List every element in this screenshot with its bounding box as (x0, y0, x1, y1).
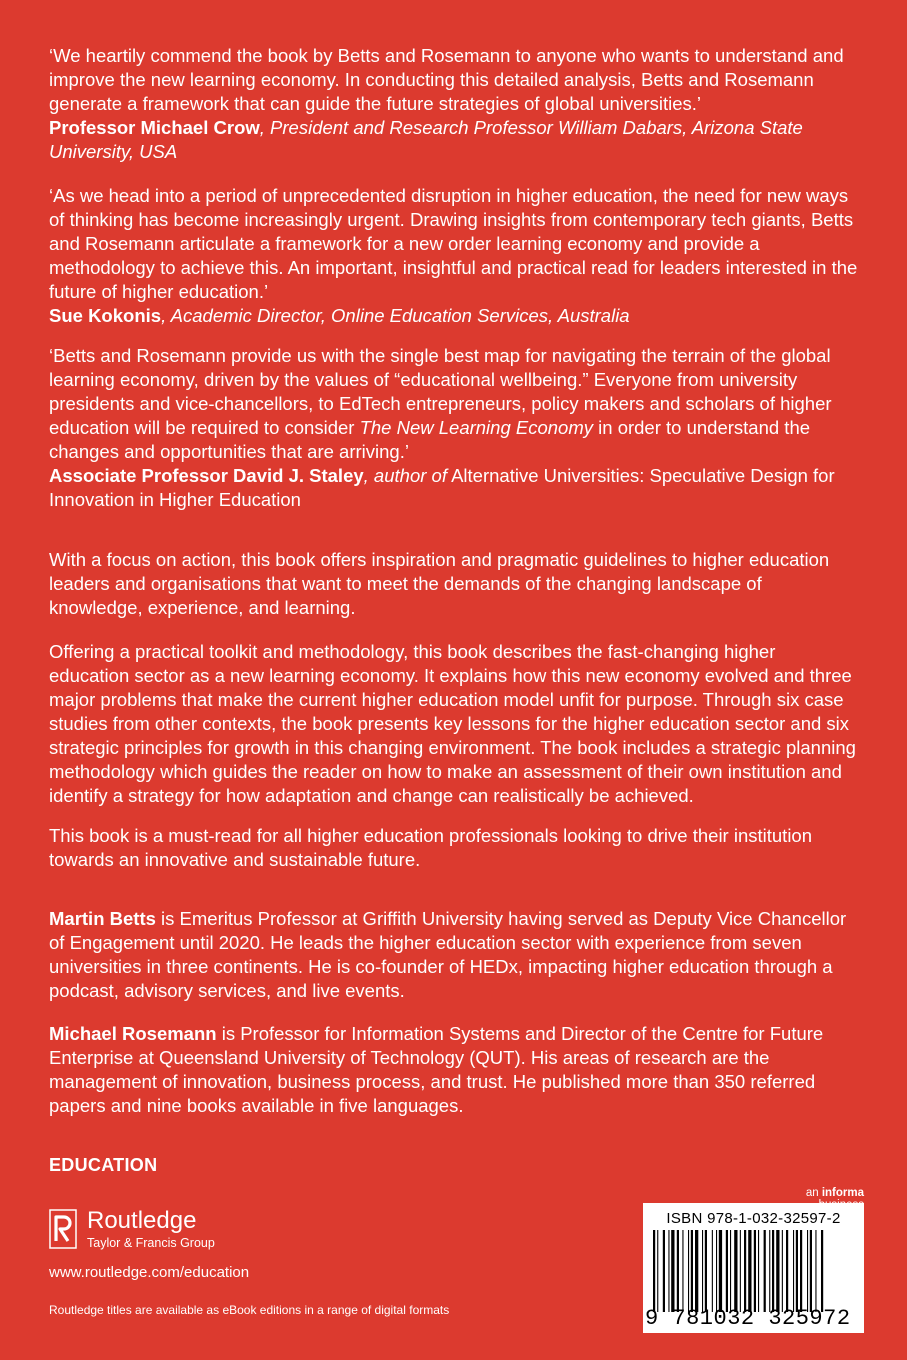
quote-attribution (49, 304, 859, 328)
barcode-bar (815, 1230, 816, 1312)
barcode-bar (702, 1230, 703, 1312)
barcode-bar (691, 1230, 693, 1312)
routledge-r-icon (49, 1209, 77, 1249)
quote-author: Professor Michael Crow (49, 117, 260, 138)
publisher-name: Routledge (87, 1207, 197, 1234)
quote-attribution (49, 464, 859, 512)
barcode-bar (748, 1230, 751, 1312)
publisher-group: Taylor & Francis Group (87, 1236, 215, 1250)
barcode-bar (740, 1230, 741, 1312)
quote-text-start: ‘Betts and Rosemann provide us with the single best map for navigating the terrain of the global learning economy, driven by the values of “educational wellbeing.” Everyone from university presidents and vice-chancellors, to EdTech entrepreneurs, policy makers and scholars of higher education will be required to consider (49, 345, 832, 438)
barcode-bar (807, 1230, 808, 1312)
barcode-bar (764, 1230, 766, 1312)
barcode-digits: 9 781032 325972 (645, 1306, 851, 1331)
subject-category: EDUCATION (49, 1155, 158, 1175)
description-paragraph-1: With a focus on action, this book offers inspiration and pragmatic guidelines to higher education leaders and organisations that want to meet the demands of the changing landscape of knowledge, experience, and learning. (49, 549, 830, 618)
barcode-bar (682, 1230, 683, 1312)
barcode-bar (688, 1230, 689, 1312)
publisher-logo (49, 1208, 215, 1250)
barcode-bar (796, 1230, 798, 1312)
quote-text: ‘We heartily commend the book by Betts and Rosemann to anyone who wants to understand and improve the new learning economy. In conducting this detailed analysis, Betts and Rosemann generate a framework that can guide the future strategies of global universities.’ (49, 45, 844, 114)
author-bio-text: is Emeritus Professor at Griffith University having served as Deputy Vice Chancellor of Engagement until 2020. He leads the higher education sector with experience from seven universities in three continents. He is co-founder of HEDx, impacting higher education through a podcast, advisory services, and live events. (49, 908, 847, 1001)
publisher-wordmark (87, 1208, 215, 1250)
barcode-bar (716, 1230, 717, 1312)
quote-author-role: , Academic Director, Online Education Services, Australia (161, 305, 630, 326)
publisher-url[interactable]: www.routledge.com/education (49, 1264, 250, 1281)
informa-prefix: an (805, 1187, 822, 1199)
endorsement-quote-1 (49, 44, 859, 164)
barcode-bar (776, 1230, 779, 1312)
description-paragraph-2: Offering a practical toolkit and methodology, this book describes the fast-changing higher education sector as a new learning economy. It explains how this new economy evolved and three major problems that make the current higher education model unfit for purpose. Through six case studies from other contexts, the book presents key lessons for the higher education sector and six strategic principles for growth in this changing environment. The book includes a strategic planning methodology which guides the reader on how to make an assessment of their own institution and identify a strategy for how adaptation and change can realistically be achieved. (49, 641, 856, 806)
barcode-bar (653, 1230, 655, 1312)
quote-text-end: in order to understand the changes and opportunities that are arriving.’ (49, 417, 811, 462)
endorsement-quote-3 (49, 344, 859, 512)
endorsement-quote-2 (49, 184, 859, 328)
barcode-bar (668, 1230, 669, 1312)
quote-author: Sue Kokonis (49, 305, 162, 326)
quote-author-book: Alternative Universities: Speculative Design for Innovation in Higher Education (49, 465, 835, 510)
barcode-bar (695, 1230, 698, 1312)
description-paragraph-3: This book is a must-read for all higher education professionals looking to drive their institution towards an innovative and sustainable future. (49, 825, 813, 870)
barcode-bar (657, 1230, 658, 1312)
barcode-bar (719, 1230, 722, 1312)
isbn-label: ISBN 978-1-032-32597-2 (666, 1210, 841, 1227)
barcode-bar (786, 1230, 788, 1312)
barcode-bar (677, 1230, 679, 1312)
ebook-note: Routledge titles are available as eBook editions in a range of digital formats (49, 1303, 450, 1317)
author-bio-text: is Professor for Information Systems and Director of the Centre for Future Enterprise at Queensland University of Technology (QUT). His areas of research are the management of innovation, business process, and trust. He published more than 350 referred papers and nine books available in five languages. (49, 1023, 824, 1116)
author-name: Michael Rosemann (49, 1023, 217, 1044)
quote-text: ‘As we head into a period of unprecedented disruption in higher education, the need for new ways of thinking has become increasingly urgent. Drawing insights from contemporary tech giants, Betts and Rosemann articulate a framework for a new order learning economy and provide a methodology to achieve this. An important, insightful and practical read for leaders interested in the future of higher education.’ (49, 185, 858, 302)
informa-brand: informa (821, 1187, 864, 1199)
author-bio-1 (49, 907, 859, 1003)
barcode-bar (793, 1230, 794, 1312)
barcode-bar (705, 1230, 707, 1312)
quote-attribution (49, 116, 859, 164)
barcode-bar (754, 1230, 756, 1312)
isbn-barcode (643, 1203, 864, 1333)
author-name: Martin Betts (49, 908, 156, 929)
barcode-bar (712, 1230, 713, 1312)
barcode-bar (782, 1230, 783, 1312)
barcode-bar (800, 1230, 802, 1312)
quote-author: Associate Professor David J. Staley (49, 465, 364, 486)
barcode-bar (821, 1230, 823, 1312)
barcode-bar (671, 1230, 674, 1312)
barcode-bar (810, 1230, 812, 1312)
barcode-bar (772, 1230, 774, 1312)
barcode-bar (663, 1230, 665, 1312)
quote-book-title: The New Learning Economy (359, 417, 594, 438)
quote-author-role: , author of (363, 465, 447, 486)
author-bio-2 (49, 1022, 859, 1118)
barcode-bars (653, 1230, 854, 1312)
barcode-bar (758, 1230, 759, 1312)
quote-author-role: , President and Research Professor William Dabars, Arizona State University, USA (49, 117, 803, 162)
barcode-bar (730, 1230, 731, 1312)
barcode-bar (726, 1230, 728, 1312)
barcode-bar (769, 1230, 770, 1312)
barcode-bar (744, 1230, 746, 1312)
barcode-bar (734, 1230, 737, 1312)
quote-text (49, 344, 859, 464)
